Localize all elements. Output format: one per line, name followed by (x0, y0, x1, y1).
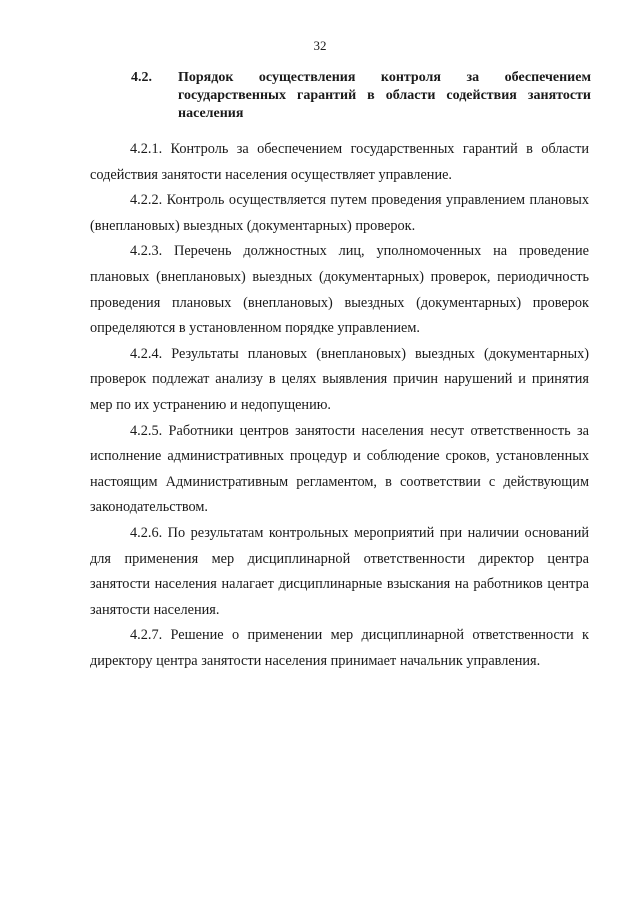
paragraph-4-2-3: 4.2.3. Перечень должностных лиц, уполномоченных на проведение плановых (внеплановых) выездных (документарных) проверок, периодичность проведения плановых (внеплановых) выездных (документарных) проверок определяются в установленном порядке управлением. (90, 243, 589, 337)
paragraph-4-2-1: 4.2.1. Контроль за обеспечением государственных гарантий в области содействия занятости населения осуществляет управление. (90, 141, 589, 183)
section-body (90, 137, 589, 674)
paragraph-4-2-4: 4.2.4. Результаты плановых (внеплановых) выездных (документарных) проверок подлежат анализу в целях выявления причин нарушений и принятия мер по их устранению и недопущению. (90, 345, 589, 413)
section-heading (131, 69, 591, 123)
section-title: Порядок осуществления контроля за обеспечением государственных гарантий в области содействия занятости населения (178, 70, 591, 121)
paragraph-4-2-7: 4.2.7. Решение о применении мер дисциплинарной ответственности к директору центра занятости населения принимает начальник управления. (90, 627, 589, 669)
section-number: 4.2. (131, 70, 152, 85)
page-number: 32 (313, 38, 327, 53)
paragraph-4-2-6: 4.2.6. По результатам контрольных мероприятий при наличии оснований для применения мер дисциплинарной ответственности директор центра занятости населения налагает дисциплинарные взыскания на работников центра занятости населения. (90, 524, 589, 618)
paragraph-4-2-5: 4.2.5. Работники центров занятости населения несут ответственность за исполнение административных процедур и соблюдение сроков, установленных настоящим Административным регламентом, в соответствии с действующим законодательством. (90, 422, 589, 516)
paragraph-4-2-2: 4.2.2. Контроль осуществляется путем проведения управлением плановых (внеплановых) выездных (документарных) проверок. (90, 192, 589, 234)
